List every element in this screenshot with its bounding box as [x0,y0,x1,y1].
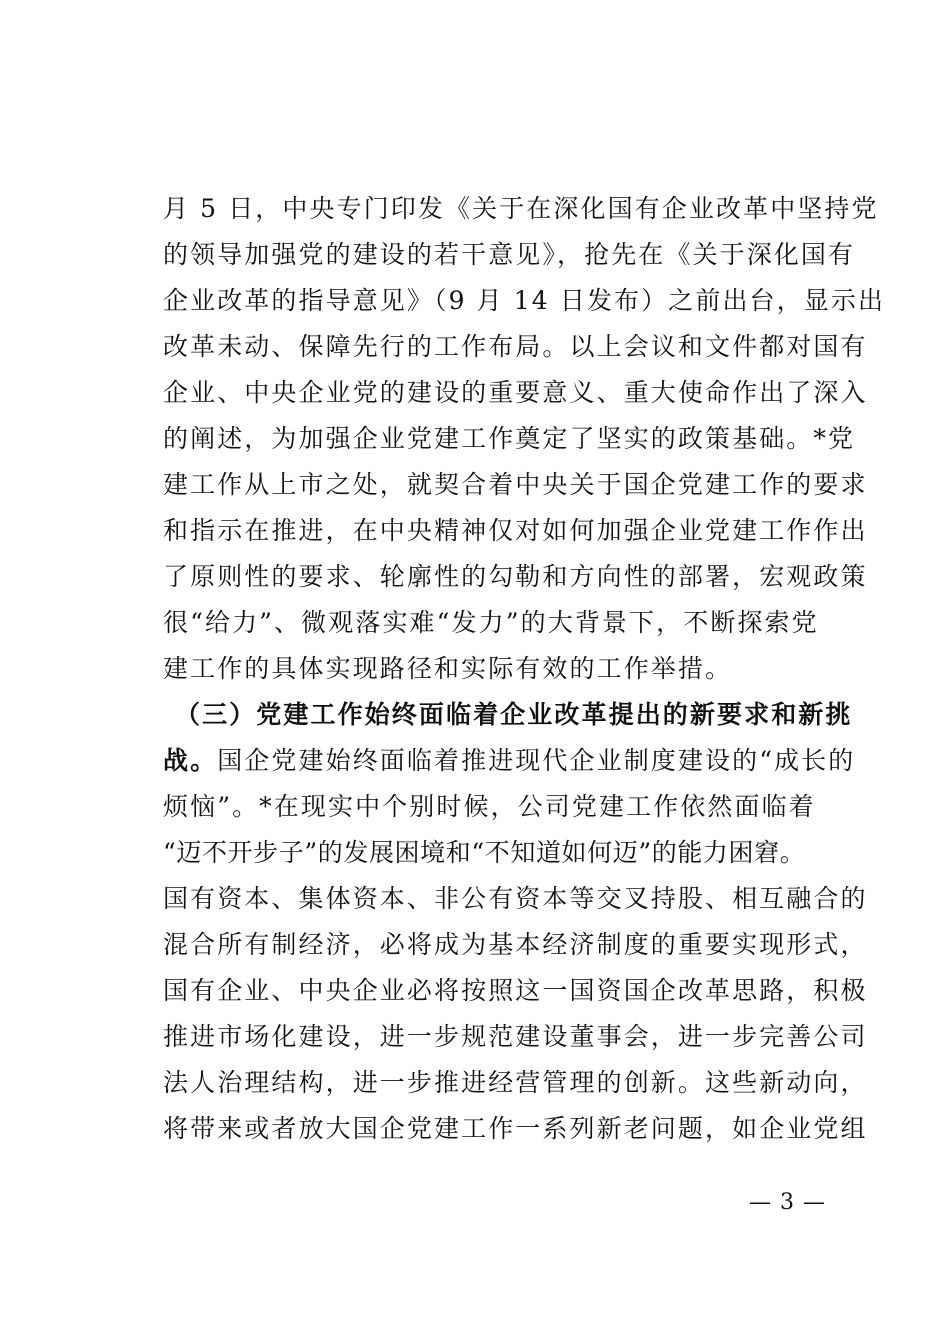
text-line: 建工作的具体实现路径和实际有效的工作举措。 [163,654,733,683]
text-line: 和指示在推进，在中央精神仅对如何加强企业党建工作作出 [163,516,868,545]
text-line: 混合所有制经济，必将成为基本经济制度的重要实现形式， [163,930,868,959]
text-line: 的领导加强党的建设的若干意见》，抢先在《关于深化国有 [163,240,856,269]
text-line: 企业、中央企业党的建设的重要意义、重大使命作出了深入 [163,378,868,407]
text-line: 推进市场化建设，进一步规范建设董事会，进一步完善公司 [163,1022,868,1051]
section-3-line-rest: 国企党建始终面临着推进现代企业制度建设的“成长的 [217,746,856,775]
section-3-heading: （三）党建工作始终面临着企业改革提出的新要求和新挑 [175,700,853,729]
text-line: 国有企业、中央企业必将按照这一国资国企改革思路，积极 [163,976,868,1005]
text-line: 了原则性的要求、轮廓性的勾勒和方向性的部署，宏观政策 [163,562,868,591]
text-line: 企业改革的指导意见》（9 月 14 日发布）之前出台，显示出 [163,286,886,315]
section-3-heading-end: 战。 [163,746,218,775]
text-line: 国有资本、集体资本、非公有资本等交叉持股、相互融合的 [163,884,868,913]
text-line: 将带来或者放大国企党建工作一系列新老问题，如企业党组 [163,1114,868,1143]
text-line [163,738,856,784]
body-text [163,186,886,1152]
page-number: — 3 — [749,1190,826,1215]
text-line: 月 5 日，中央专门印发《关于在深化国有企业改革中坚持党 [163,194,879,223]
text-line: 改革未动、保障先行的工作布局。以上会议和文件都对国有 [163,332,868,361]
text-line: 烦恼”。*在现实中个别时候，公司党建工作依然面临着 [163,792,816,821]
text-line: 法人治理结构，进一步推进经营管理的创新。这些新动向， [163,1068,868,1097]
text-line: 很“给力”、微观落实难“发力”的大背景下，不断探索党 [163,608,819,637]
text-line: “迈不开步子”的发展困境和“不知道如何迈”的能力困窘。 [163,838,806,867]
text-line: 建工作从上市之处，就契合着中央关于国企党建工作的要求 [163,470,868,499]
text-line: 的阐述，为加强企业党建工作奠定了坚实的政策基础。*党 [163,424,856,453]
